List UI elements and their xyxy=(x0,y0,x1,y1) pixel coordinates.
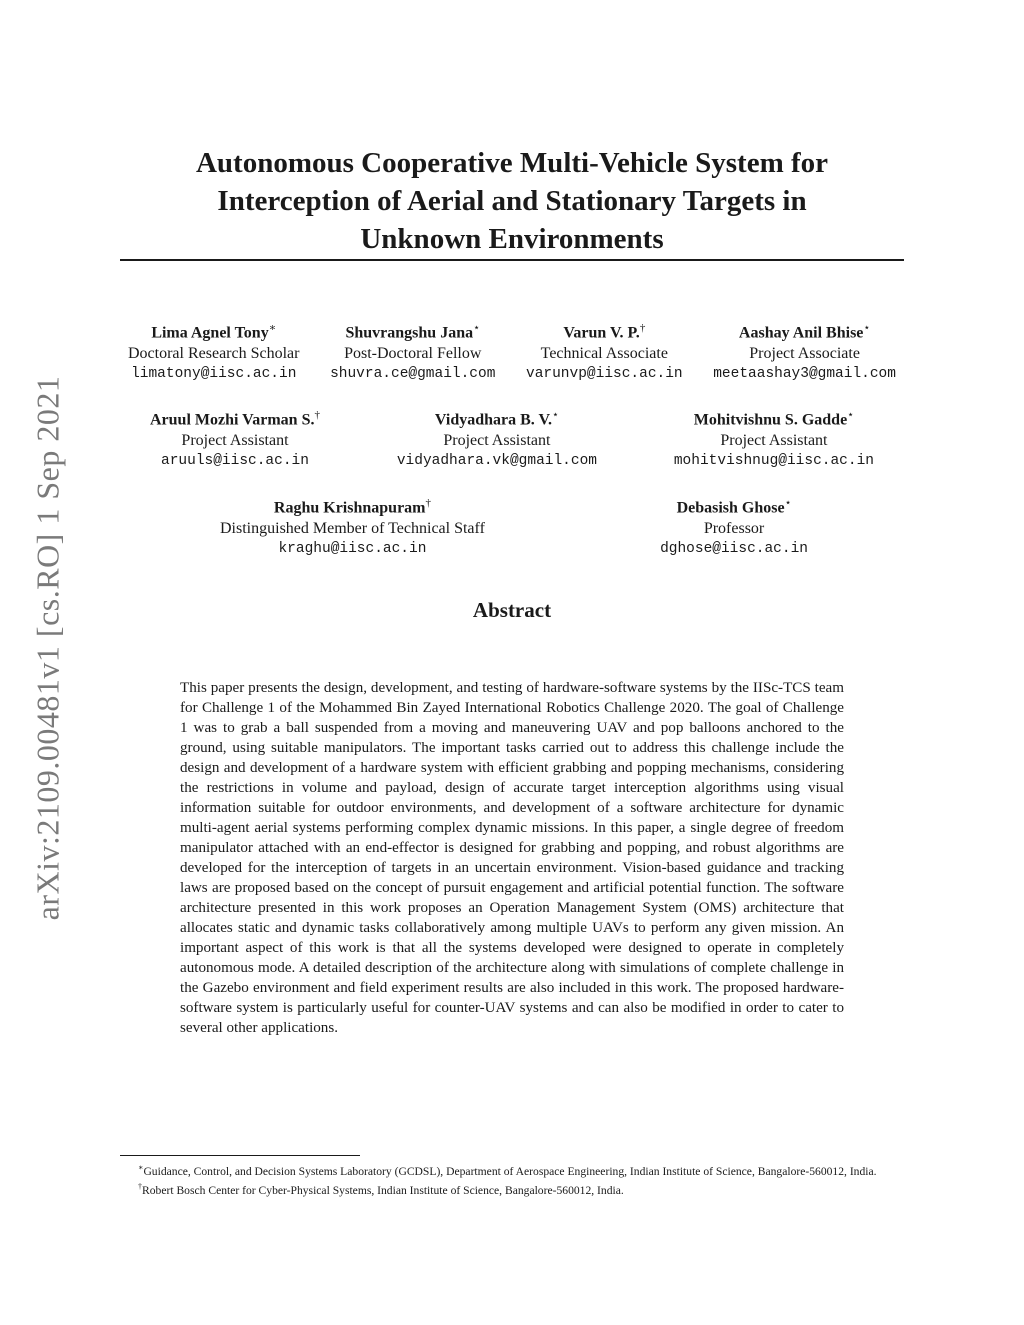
author-block xyxy=(220,493,485,560)
author-name: Mohitvishnu S. Gadde⋆ xyxy=(693,409,855,429)
author-email[interactable]: limatony@iisc.ac.in xyxy=(131,366,297,383)
author-role: Project Assistant xyxy=(443,432,551,450)
author-block xyxy=(150,405,320,472)
author-role: Technical Associate xyxy=(540,345,668,363)
author-name: Aruul Mozhi Varman S.† xyxy=(150,409,320,429)
author-row-1 xyxy=(128,318,896,385)
author-row-2 xyxy=(150,405,874,472)
author-name: Varun V. P.† xyxy=(563,322,646,342)
title-rule xyxy=(120,259,904,261)
author-name: Debasish Ghose⋆ xyxy=(676,497,792,517)
author-email[interactable]: shuvra.ce@gmail.com xyxy=(330,366,496,383)
author-role: Project Assistant xyxy=(720,432,828,450)
author-role: Post-Doctoral Fellow xyxy=(344,345,482,363)
author-name: Shuvrangshu Jana⋆ xyxy=(345,322,480,342)
footnote-rule xyxy=(120,1155,360,1156)
author-block xyxy=(397,405,597,472)
author-block xyxy=(713,318,896,385)
title-line-1: Autonomous Cooperative Multi-Vehicle System for xyxy=(195,147,829,179)
author-email[interactable]: varunvp@iisc.ac.in xyxy=(526,366,683,383)
author-name: Aashay Anil Bhise⋆ xyxy=(738,322,871,342)
author-email[interactable]: vidyadhara.vk@gmail.com xyxy=(396,453,597,470)
author-name: Lima Agnel Tony∗ xyxy=(151,322,277,342)
author-email[interactable]: mohitvishnug@iisc.ac.in xyxy=(673,453,874,470)
abstract-heading: Abstract xyxy=(472,598,552,622)
author-email[interactable]: meetaashay3@gmail.com xyxy=(713,366,896,383)
title-line-2: Interception of Aerial and Stationary Targets in xyxy=(217,185,807,217)
author-block xyxy=(330,318,495,385)
author-email[interactable]: kraghu@iisc.ac.in xyxy=(278,541,427,558)
author-block xyxy=(128,318,299,385)
author-block xyxy=(660,493,808,560)
paper-title xyxy=(120,144,904,258)
author-email[interactable]: aruuls@iisc.ac.in xyxy=(161,453,309,470)
author-name: Vidyadhara B. V.⋆ xyxy=(434,409,559,429)
footnote: ∗Guidance, Control, and Decision Systems Laboratory (GCDSL), Department of Aerospace Engineering, Indian Institute of Science, Bangalore-560012, India. xyxy=(138,1163,877,1178)
author-role: Project Assistant xyxy=(181,432,289,450)
author-row-3 xyxy=(220,493,808,560)
arxiv-stamp: arXiv:2109.00481v1 [cs.RO] 1 Sep 2021 xyxy=(29,375,66,921)
abstract-body: This paper presents the design, development, and testing of hardware-software systems by the IISc-TCS team for Challenge 1 of the Mohammed Bin Zayed International Robotics Challenge 2020. The goal of Challenge 1 was to grab a ball suspended from a moving and maneuvering UAV and pop balloons anchored to the ground, using suitable manipulators. The important tasks carried out to address this challenge include the design and development of a hardware system with efficient grabbing and popping mechanisms, considering the restrictions in volume and payload, design of accurate target interception algorithms using visual information suitable for outdoor environments, and development of a software architecture for dynamic multi-agent aerial systems performing complex dynamic missions. In this paper, a single degree of freedom manipulator attached with an end-effector is designed for grabbing and popping, and robust algorithms are developed for the interception of targets in an uncertain environment. Vision-based guidance and tracking laws are proposed based on the concept of pursuit engagement and artificial potential function. The software architecture presented in this work proposes an Operation Management System (OMS) architecture that allocates static and dynamic tasks collaboratively among multiple UAVs to perform any given mission. An important aspect of this work is that all the systems developed were designed to operate in completely autonomous mode. A detailed description of the architecture along with simulations of complete challenge in the Gazebo environment and field experiment results are also included in this work. The proposed hardware-software system is particularly useful for counter-UAV systems and can also be modified in order to cater to several other applications. xyxy=(180,680,844,1036)
author-role: Professor xyxy=(703,520,765,538)
author-role: Distinguished Member of Technical Staff xyxy=(220,520,485,538)
footnotes xyxy=(120,1160,908,1198)
author-email[interactable]: dghose@iisc.ac.in xyxy=(660,541,808,558)
author-block xyxy=(674,405,874,472)
author-name: Raghu Krishnapuram† xyxy=(273,497,431,517)
author-block xyxy=(526,318,683,385)
title-line-3: Unknown Environments xyxy=(360,223,664,255)
footnote: †Robert Bosch Center for Cyber-Physical Systems, Indian Institute of Science, Bangalore-560012, India. xyxy=(138,1181,624,1197)
author-role: Doctoral Research Scholar xyxy=(128,345,300,363)
author-role: Project Associate xyxy=(749,345,860,363)
